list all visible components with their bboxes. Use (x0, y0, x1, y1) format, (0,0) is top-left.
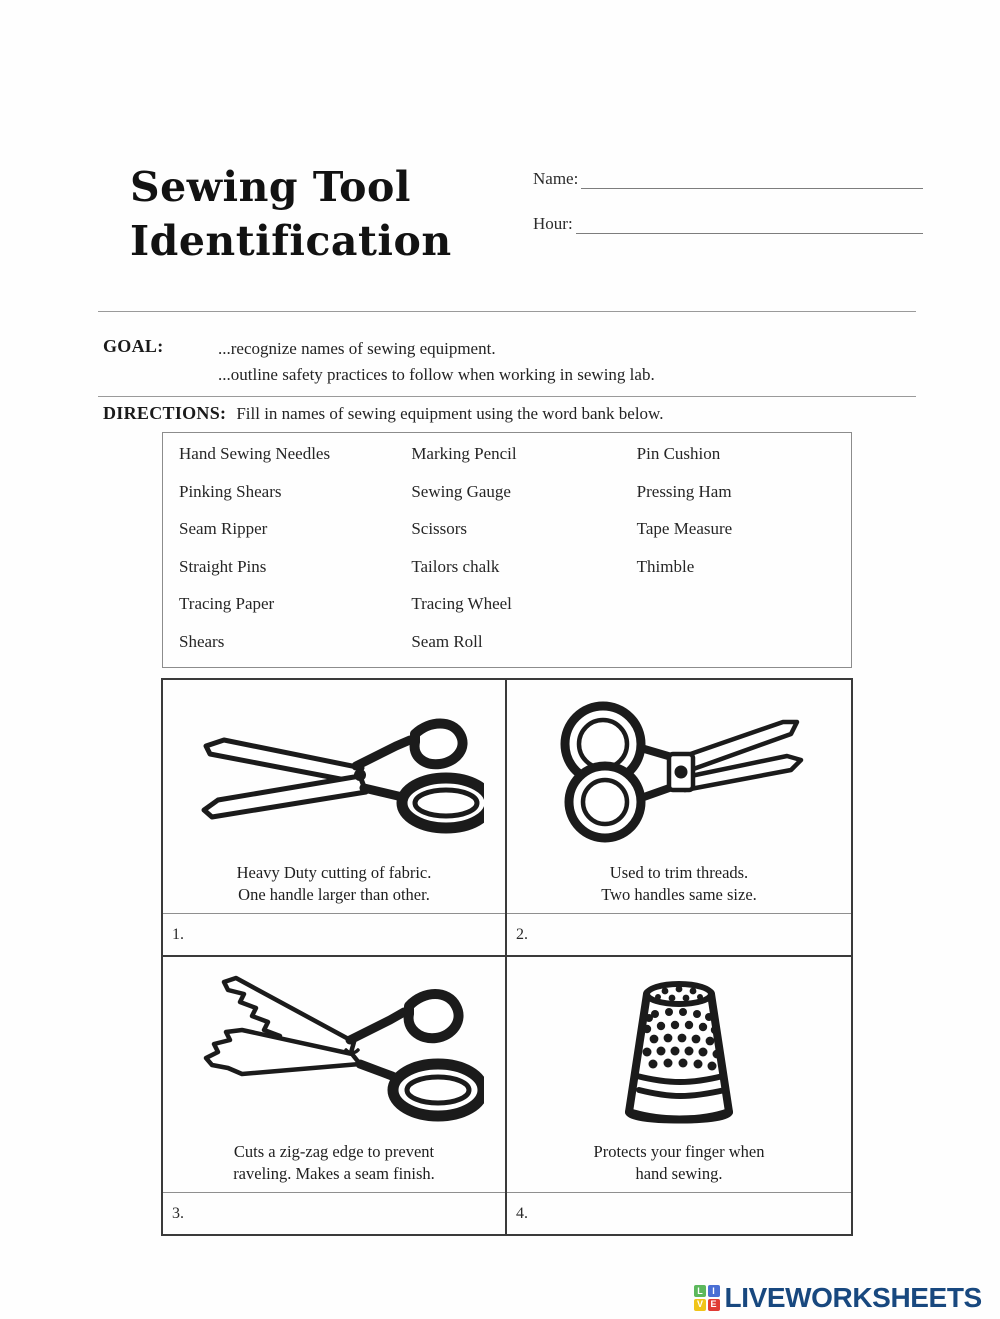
goal-item: ...recognize names of sewing equipment. (218, 339, 496, 358)
word-bank-column-1 (163, 433, 399, 667)
question-grid (161, 678, 853, 1236)
scissors-icon (507, 680, 851, 862)
question-caption-3 (163, 1141, 505, 1192)
hour-input-line[interactable] (576, 216, 923, 234)
word-bank-item: Straight Pins (179, 556, 267, 576)
name-input-line[interactable] (581, 171, 923, 189)
answer-number: 4. (516, 1204, 528, 1222)
goal-section (103, 336, 923, 389)
caption-line: Protects your finger when (593, 1142, 765, 1162)
caption-line: raveling. Makes a seam finish. (233, 1163, 435, 1183)
goal-item: ...outline safety practices to follow when working in sewing lab. (218, 365, 655, 385)
question-caption-1 (163, 862, 505, 913)
word-bank-item: Pressing Ham (636, 481, 732, 501)
answer-row-3[interactable] (163, 1192, 505, 1234)
shears-icon (163, 680, 505, 862)
page-title (130, 160, 530, 268)
word-bank-item: Marking Pencil (411, 444, 517, 463)
directions-text: Fill in names of sewing equipment using the word bank below. (236, 404, 664, 423)
pinking-shears-icon (163, 957, 505, 1141)
directions-section (103, 403, 663, 424)
goal-label: GOAL: (103, 336, 164, 356)
word-bank (162, 432, 852, 668)
answer-row-2[interactable] (507, 913, 851, 955)
word-bank-item: Seam Ripper (179, 519, 268, 538)
logo-tile-e: E (708, 1299, 720, 1311)
word-bank-item: Tailors chalk (411, 556, 500, 576)
answer-row-4[interactable] (507, 1192, 851, 1234)
word-bank-item: Tracing Wheel (411, 594, 512, 613)
word-bank-item: Shears (179, 631, 225, 651)
word-bank-item: Scissors (411, 519, 468, 538)
word-bank-item: Seam Roll (411, 631, 483, 651)
word-bank-column-2 (399, 433, 624, 667)
divider-middle (98, 396, 916, 397)
hour-field-row (533, 208, 923, 234)
answer-row-1[interactable] (163, 913, 505, 955)
question-caption-2 (507, 862, 851, 913)
answer-number: 3. (172, 1204, 184, 1222)
word-bank-item: Tape Measure (636, 519, 733, 538)
question-cell-2 (507, 680, 851, 957)
caption-line: hand sewing. (635, 1163, 723, 1183)
divider-top (98, 311, 916, 312)
logo-tile-i: I (708, 1285, 720, 1297)
word-bank-item: Pinking Shears (179, 481, 282, 501)
caption-line: Heavy Duty cutting of fabric. (236, 863, 432, 883)
title-line-1: Sewing Tool (130, 163, 411, 211)
title-line-2: Identification (130, 217, 452, 266)
logo-tiles (694, 1285, 720, 1311)
liveworksheets-logo[interactable] (694, 1284, 982, 1312)
caption-line: Used to trim threads. (609, 863, 749, 883)
goal-item-list (218, 336, 923, 389)
name-label: Name: (533, 169, 579, 188)
word-bank-item: Thimble (636, 556, 695, 576)
word-bank-item: Hand Sewing Needles (179, 444, 331, 463)
caption-line: Cuts a zig-zag edge to prevent (233, 1142, 435, 1162)
directions-label: DIRECTIONS: (103, 403, 227, 423)
student-info-fields (533, 163, 923, 253)
name-field-row (533, 163, 923, 189)
word-bank-column-3 (625, 433, 851, 667)
word-bank-item: Pin Cushion (636, 444, 721, 463)
question-cell-3 (163, 957, 507, 1234)
caption-line: Two handles same size. (601, 884, 757, 904)
answer-number: 2. (516, 925, 528, 943)
question-cell-1 (163, 680, 507, 957)
word-bank-item: Sewing Gauge (411, 481, 511, 501)
caption-line: One handle larger than other. (238, 884, 430, 904)
logo-tile-l: L (694, 1285, 706, 1297)
answer-number: 1. (172, 925, 184, 943)
question-caption-4 (507, 1141, 851, 1192)
hour-label: Hour: (533, 214, 573, 233)
logo-wordmark: LIVEWORKSHEETS (724, 1282, 982, 1313)
logo-tile-v: V (694, 1299, 706, 1311)
word-bank-item: Tracing Paper (179, 594, 275, 613)
thimble-icon (507, 957, 851, 1141)
question-cell-4 (507, 957, 851, 1234)
